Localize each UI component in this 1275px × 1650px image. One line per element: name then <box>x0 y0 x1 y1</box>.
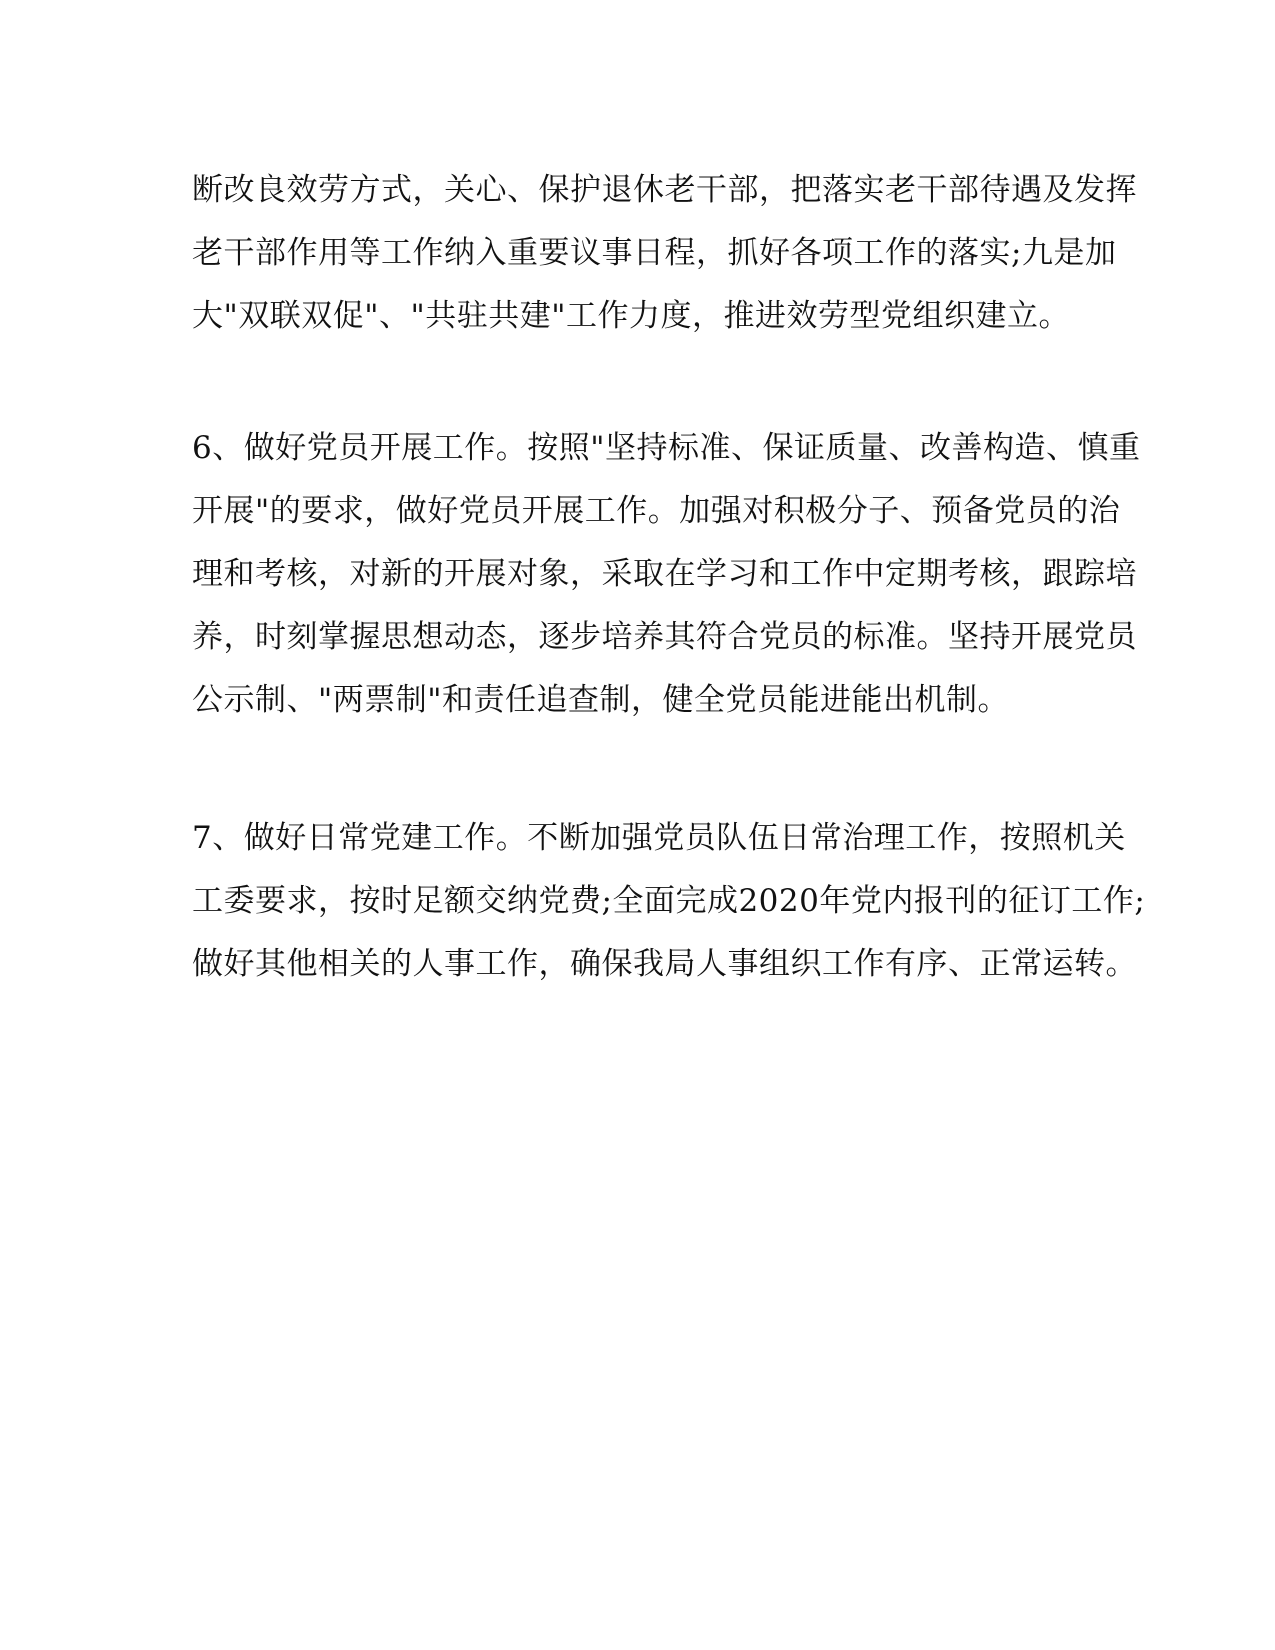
text-line: 养，时刻掌握思想动态，逐步培养其符合党员的标准。坚持开展党员 <box>192 619 1137 655</box>
paragraph-daily-party-work <box>192 807 1146 996</box>
text-line: 做好其他相关的人事工作，确保我局人事组织工作有序、正常运转。 <box>192 946 1137 982</box>
paragraph-retired-cadres <box>192 159 1137 348</box>
text-line: 6、做好党员开展工作。按照"坚持标准、保证质量、改善构造、慎重 <box>192 430 1141 466</box>
text-line: 断改良效劳方式，关心、保护退休老干部，把落实老干部待遇及发挥 <box>192 172 1137 208</box>
text-line: 理和考核，对新的开展对象，采取在学习和工作中定期考核，跟踪培 <box>192 556 1137 592</box>
text-line: 工委要求，按时足额交纳党费;全面完成2020年党内报刊的征订工作; <box>192 883 1146 919</box>
paragraph-party-member-development <box>192 417 1141 732</box>
text-line: 7、做好日常党建工作。不断加强党员队伍日常治理工作，按照机关 <box>192 820 1126 856</box>
text-line: 开展"的要求，做好党员开展工作。加强对积极分子、预备党员的治 <box>192 493 1121 529</box>
text-line: 公示制、"两票制"和责任追查制，健全党员能进能出机制。 <box>192 682 1010 718</box>
text-line: 大"双联双促"、"共驻共建"工作力度，推进效劳型党组织建立。 <box>192 298 1071 334</box>
text-line: 老干部作用等工作纳入重要议事日程，抓好各项工作的落实;九是加 <box>192 235 1117 271</box>
